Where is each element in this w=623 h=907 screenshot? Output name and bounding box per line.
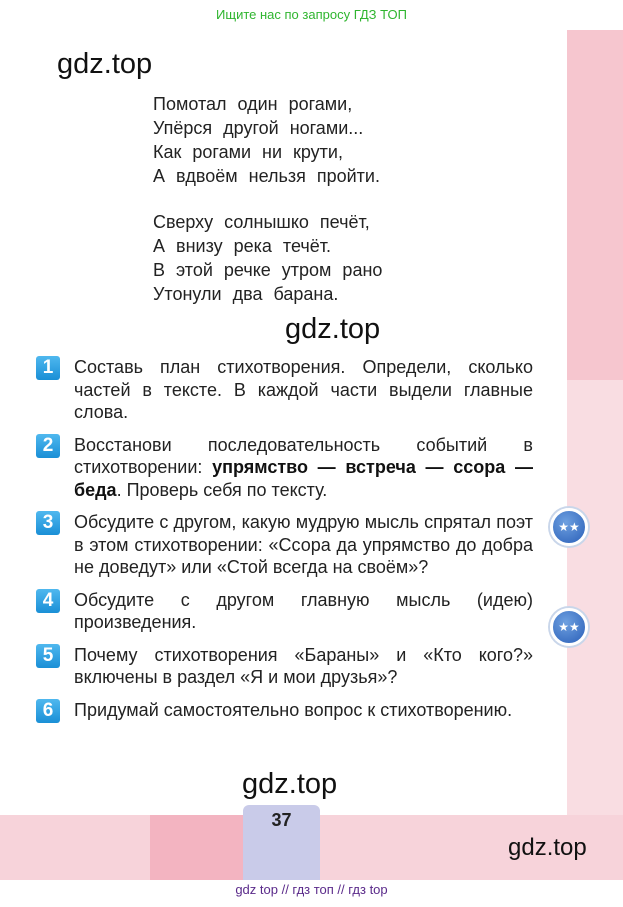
task-text	[74, 434, 533, 502]
task-number-badge: 2	[36, 434, 60, 458]
page-number: 37	[271, 810, 292, 830]
task-number-badge: 1	[36, 356, 60, 380]
poem-line: Как рогами ни крути,	[153, 142, 343, 162]
poem-line: Упёрся другой ногами...	[153, 118, 364, 138]
task-text: Обсудите с другом главную мысль (идею) произведения.	[74, 589, 533, 632]
poem-line: Помотал один рогами,	[153, 94, 353, 114]
task-item	[36, 589, 533, 634]
task-item	[36, 356, 533, 424]
poem-line: В этой речке утром рано	[153, 260, 383, 280]
poem	[153, 92, 382, 328]
task-text-part: . Проверь себя по тексту.	[116, 479, 328, 500]
poem-line: А вдвоём нельзя пройти.	[153, 166, 380, 186]
pair-work-icon: ★★	[550, 608, 588, 646]
task-item	[36, 434, 533, 502]
task-text: Придумай самостоятельно вопрос к стихотворению.	[74, 699, 513, 720]
task-number-badge: 4	[36, 589, 60, 613]
watermark: gdz.top	[508, 834, 587, 861]
poem-line: А внизу река течёт.	[153, 236, 332, 256]
watermark: gdz.top	[285, 313, 381, 345]
poem-stanza-1	[153, 92, 382, 188]
task-item	[36, 644, 533, 689]
task-number-badge: 6	[36, 699, 60, 723]
top-banner: Ищите нас по запросу ГДЗ ТОП	[216, 7, 407, 22]
pair-work-icon: ★★	[550, 508, 588, 546]
task-number-badge: 3	[36, 511, 60, 535]
footer: gdz top // гдз топ // гдз top	[235, 882, 388, 897]
task-list	[36, 356, 533, 731]
watermark: gdz.top	[242, 768, 338, 800]
task-number-badge: 5	[36, 644, 60, 668]
task-text-bold: упрямство — встреча — ссора — беда	[74, 457, 533, 500]
poem-line: Утонули два барана.	[153, 284, 339, 304]
task-item	[36, 511, 533, 579]
watermark: gdz.top	[57, 48, 153, 80]
task-text-part: Восстанови последовательность событий в стихотворении:	[74, 434, 533, 477]
task-item	[36, 699, 533, 722]
task-text: Почему стихотворения «Бараны» и «Кто кого?» включены в раздел «Я и мои друзья»?	[74, 644, 533, 687]
task-text: Обсудите с другом, какую мудрую мысль спрятал поэт в этом стихотворении: «Ссора да упрямство до добра не доведут» или «Стой всегда на своём»?	[74, 512, 533, 577]
poem-line: Сверху солнышко печёт,	[153, 212, 370, 232]
task-text: Составь план стихотворения. Определи, сколько частей в тексте. В каждой части выдели главные слова.	[74, 357, 533, 422]
poem-stanza-2	[153, 210, 382, 306]
bottom-decor-wedge	[150, 815, 250, 880]
